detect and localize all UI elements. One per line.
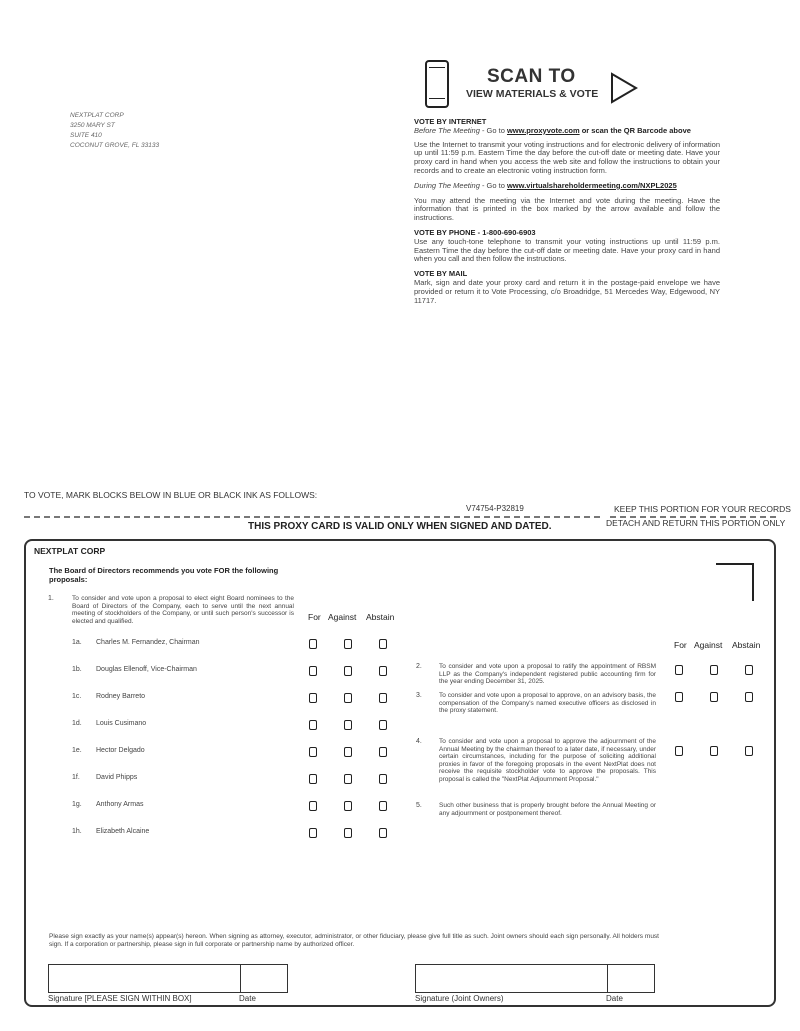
vote-abstain-checkbox[interactable]: [379, 828, 387, 838]
vote-against-checkbox[interactable]: [344, 747, 352, 757]
proposal-3-against-checkbox[interactable]: [710, 692, 718, 702]
nominee-name: Douglas Ellenoff, Vice-Chairman: [96, 666, 197, 673]
vote-phone-heading: VOTE BY PHONE - 1-800-690-6903: [414, 227, 536, 237]
vote-against-checkbox[interactable]: [344, 801, 352, 811]
vote-against-checkbox[interactable]: [344, 828, 352, 838]
proposal-number: 3.: [416, 692, 422, 699]
vote-for-checkbox[interactable]: [309, 828, 317, 838]
valid-notice: THIS PROXY CARD IS VALID ONLY WHEN SIGNED AND DATED.: [248, 521, 552, 532]
proposal-1-text: To consider and vote upon a proposal to elect eight Board nominees to the Board of Directors of the Company, each to serve until the next annual meeting of stockholders of the Company, or until such person's successor is elected and qualified.: [72, 595, 294, 625]
date-divider: [240, 965, 241, 992]
col-against-left: Against: [328, 612, 357, 622]
nominee-row: [26, 774, 406, 786]
nominee-id: 1g.: [72, 801, 82, 808]
proposal-number: 5.: [416, 802, 422, 809]
nominee-name: David Phipps: [96, 774, 138, 781]
vote-internet-heading: VOTE BY INTERNET: [414, 117, 487, 126]
vote-for-checkbox[interactable]: [309, 747, 317, 757]
return-address-line: SUITE 410: [70, 132, 102, 139]
vote-mail-body: Mark, sign and date your proxy card and return it in the postage-paid envelope we have provided or return it to Vote Processing, c/o Broadridge, 51 Mercedes Way, Edgewood, NY 11717.: [414, 277, 720, 305]
joint-signature-label: Signature (Joint Owners): [415, 994, 504, 1003]
nominee-name: Elizabeth Alcaine: [96, 828, 150, 835]
virtual-meeting-link[interactable]: www.virtualshareholdermeeting.com/NXPL2025: [506, 180, 677, 190]
vote-internet-before: [414, 127, 720, 136]
during-meeting-text: - Go to: [479, 180, 507, 190]
nominee-name: Charles M. Fernandez, Chairman: [96, 639, 200, 646]
nominee-row: [26, 639, 406, 651]
vote-abstain-checkbox[interactable]: [379, 639, 387, 649]
vote-against-checkbox[interactable]: [344, 666, 352, 676]
vote-against-checkbox[interactable]: [344, 639, 352, 649]
vote-for-checkbox[interactable]: [309, 639, 317, 649]
control-code: V74754-P32819: [466, 504, 524, 513]
col-abstain-right: Abstain: [732, 640, 761, 650]
nominee-name: Louis Cusimano: [96, 720, 147, 727]
vote-for-checkbox[interactable]: [309, 801, 317, 811]
col-for-left: For: [308, 612, 321, 622]
nominee-row: [26, 720, 406, 732]
proposal-4-against-checkbox[interactable]: [710, 746, 718, 756]
vote-mail-heading: VOTE BY MAIL: [414, 269, 468, 279]
proposal-3-abstain-checkbox[interactable]: [745, 692, 753, 702]
vote-abstain-checkbox[interactable]: [379, 801, 387, 811]
nominee-name: Hector Delgado: [96, 747, 145, 754]
col-for-right: For: [674, 640, 687, 650]
corner-mark: [716, 563, 754, 601]
vote-abstain-checkbox[interactable]: [379, 720, 387, 730]
vote-abstain-checkbox[interactable]: [379, 774, 387, 784]
return-address-line: 3250 MARY ST: [70, 122, 115, 129]
nominee-id: 1d.: [72, 720, 82, 727]
vote-internet-body: Use the Internet to transmit your voting instructions and for electronic delivery of information up until 11:59 p.m. Eastern Time the day before the cut-off date or meeting date. Have your proxy card in hand when you access the web site and follow the instructions to obtain your records and to create an electronic voting instruction form.: [414, 139, 720, 175]
nominee-id: 1c.: [72, 693, 82, 700]
board-recommendation: The Board of Directors recommends you vote FOR the following proposals:: [49, 566, 279, 584]
proposal-1-number: 1.: [48, 595, 54, 602]
card-company-name: NEXTPLAT CORP: [34, 546, 106, 556]
vote-for-checkbox[interactable]: [309, 720, 317, 730]
mark-instructions: TO VOTE, MARK BLOCKS BELOW IN BLUE OR BLACK INK AS FOLLOWS:: [24, 490, 318, 500]
nominee-name: Anthony Armas: [96, 801, 144, 808]
nominee-id: 1b.: [72, 666, 82, 673]
proxyvote-link[interactable]: www.proxyvote.com: [506, 125, 580, 135]
return-address-line: COCONUT GROVE, FL 33133: [70, 142, 160, 149]
nominee-row: [26, 828, 406, 840]
signature-box[interactable]: [48, 964, 288, 993]
proposal-3-for-checkbox[interactable]: [675, 692, 683, 702]
vote-internet-body2: You may attend the meeting via the Internet and vote during the meeting. Have the information that is printed in the box marked by the arrow available and follow the instructions.: [414, 195, 720, 223]
nominee-id: 1h.: [72, 828, 82, 835]
joint-date-divider: [607, 965, 608, 992]
proposal-4-for-checkbox[interactable]: [675, 746, 683, 756]
col-against-right: Against: [694, 640, 723, 650]
return-address-line: NEXTPLAT CORP: [70, 112, 124, 119]
nominee-row: [26, 693, 406, 705]
nominee-row: [26, 801, 406, 813]
joint-signature-box[interactable]: [415, 964, 655, 993]
nominee-id: 1e.: [72, 747, 82, 754]
date-label: Date: [239, 994, 256, 1003]
scan-subtitle: VIEW MATERIALS & VOTE: [466, 88, 599, 100]
during-meeting-label: During The Meeting: [414, 180, 480, 190]
play-arrow-icon: [610, 72, 638, 104]
vote-abstain-checkbox[interactable]: [379, 747, 387, 757]
col-abstain-left: Abstain: [366, 612, 395, 622]
nominee-id: 1a.: [72, 639, 82, 646]
vote-abstain-checkbox[interactable]: [379, 666, 387, 676]
vote-against-checkbox[interactable]: [344, 774, 352, 784]
nominee-row: [26, 747, 406, 759]
joint-date-label: Date: [606, 994, 623, 1003]
proposal-number: 2.: [416, 663, 422, 670]
proposal-text: To consider and vote upon a proposal to ratify the appointment of RBSM LLP as the Company's independent registered public accounting firm for the year ending December 31, 2025.: [439, 663, 656, 686]
phone-icon: [425, 60, 449, 108]
before-meeting-label: Before The Meeting: [414, 125, 480, 135]
signature-label: Signature [PLEASE SIGN WITHIN BOX]: [48, 994, 192, 1003]
proposal-number: 4.: [416, 738, 422, 745]
nominee-row: [26, 666, 406, 678]
proposal-text: To consider and vote upon a proposal to approve, on an advisory basis, the compensation of the Company's named executive officers as disclosed in the proxy statement.: [439, 692, 656, 715]
nominee-name: Rodney Barreto: [96, 693, 146, 700]
detach-portion-text: DETACH AND RETURN THIS PORTION ONLY: [606, 518, 786, 528]
vote-for-checkbox[interactable]: [309, 666, 317, 676]
vote-for-checkbox[interactable]: [309, 693, 317, 703]
signature-instructions: Please sign exactly as your name(s) appear(s) hereon. When signing as attorney, executor, administrator, or other fiduciary, please give full title as such. Joint owners should each sign personally. All holders must sign. If a corporation or partnership, please sign in full corporate or partnership name by authorized officer.: [49, 933, 659, 948]
vote-against-checkbox[interactable]: [344, 720, 352, 730]
vote-against-checkbox[interactable]: [344, 693, 352, 703]
vote-internet-during: [414, 182, 720, 191]
detach-line: [24, 516, 600, 518]
vote-phone-body: Use any touch-tone telephone to transmit your voting instructions up until 11:59 p.m. Eastern Time the day before the cut-off date or meeting date. Have your proxy card in hand when you call and then follow the instructions.: [414, 236, 720, 264]
proposal-2-abstain-checkbox[interactable]: [745, 665, 753, 675]
proposal-2-for-checkbox[interactable]: [675, 665, 683, 675]
vote-for-checkbox[interactable]: [309, 774, 317, 784]
return-address: [70, 111, 159, 151]
before-meeting-text: - Go to: [479, 125, 507, 135]
proposal-2-against-checkbox[interactable]: [710, 665, 718, 675]
proxy-card: [24, 539, 776, 1007]
vote-abstain-checkbox[interactable]: [379, 693, 387, 703]
keep-portion-text: KEEP THIS PORTION FOR YOUR RECORDS: [614, 504, 791, 514]
proposal-text: Such other business that is properly brought before the Annual Meeting or any adjournment or postponement thereof.: [439, 802, 656, 817]
scan-title: SCAN TO: [487, 66, 576, 87]
before-meeting-qr-text: or scan the QR Barcode above: [579, 125, 691, 135]
voting-instructions: [414, 118, 720, 306]
proposal-4-abstain-checkbox[interactable]: [745, 746, 753, 756]
nominee-id: 1f.: [72, 774, 80, 781]
proposal-text: To consider and vote upon a proposal to approve the adjournment of the Annual Meeting by the chairman thereof to a later date, if necessary, under certain circumstances, including for the purpose of soliciting additional proxies in favor of the foregoing proposals in the event NextPlat does not receive the requisite stockholder vote to approve the proposals. This proposal is called the "NextPlat Adjournment Proposal.": [439, 738, 656, 783]
